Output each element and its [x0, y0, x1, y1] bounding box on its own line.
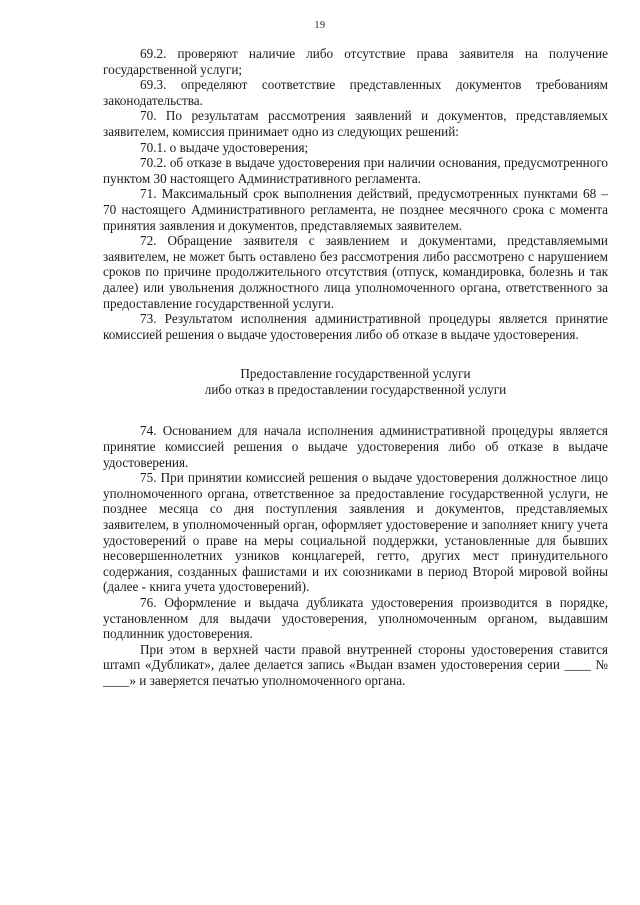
page-number: 19 [314, 20, 326, 31]
paragraph-duplicate-stamp: При этом в верхней части правой внутренней стороны удостоверения ставится штамп «Дубликат», далее делается запись «Выдан взамен удостоверения серии ____ № ____» и заверяется печатью уполномоченного органа. [103, 641, 608, 688]
paragraph-74: 74. Основанием для начала исполнения административной процедуры является принятие комиссией решения о выдаче удостоверения либо об отказе в выдаче удостоверения. [103, 423, 608, 470]
paragraph-75: 75. При принятии комиссией решения о выдаче удостоверения должностное лицо уполномоченного органа, ответственное за предоставление государственной услуги, не позднее месяца со дня поступления заявления и документов, представляемых заявителем, в уполномоченный орган, оформляет удостоверение и заполняет книгу учета удостоверений о праве на меры социальной поддержки, установленные для бывших несовершеннолетних узников концлагерей, гетто, других мест принудительного содержания, созданных фашистами и их союзниками в период Второй мировой войны (далее - книга учета удостоверений). [103, 470, 608, 595]
paragraph-76: 76. Оформление и выдача дубликата удостоверения производится в порядке, установленном для выдачи удостоверения, уполномоченным органом, выдавшим подлинник удостоверения. [103, 595, 608, 642]
section-heading-line-2: либо отказ в предоставлении государственной услуги [204, 381, 507, 397]
paragraph-70-2: 70.2. об отказе в выдаче удостоверения при наличии основания, предусмотренного пунктом 30 настоящего Административного регламента. [103, 155, 608, 186]
paragraph-72: 72. Обращение заявителя с заявлением и документами, представляемыми заявителем, не может быть оставлено без рассмотрения либо рассмотрено с нарушением сроков по причине продолжительного отсутствия (отпуск, командировка, болезнь и так далее) или увольнения должностного лица уполномоченного органа, ответственного за предоставление государственной услуги. [103, 233, 608, 311]
paragraph-73: 73. Результатом исполнения административной процедуры является принятие комиссией решения о выдаче удостоверения либо об отказе в выдаче удостоверения. [103, 311, 608, 342]
paragraph-70-1: 70.1. о выдаче удостоверения; [140, 139, 309, 155]
paragraph-69-3: 69.3. определяют соответствие представленных документов требованиям законодательства. [103, 77, 608, 108]
paragraph-69-2: 69.2. проверяют наличие либо отсутствие права заявителя на получение государственной услуги; [103, 46, 608, 77]
document-body [103, 46, 608, 689]
section-heading-line-1: Предоставление государственной услуги [240, 366, 471, 382]
section-heading [103, 366, 608, 397]
paragraph-70: 70. По результатам рассмотрения заявлений и документов, представляемых заявителем, комиссия принимает одно из следующих решений: [103, 108, 608, 139]
paragraph-71: 71. Максимальный срок выполнения действий, предусмотренных пунктами 68 – 70 настоящего Административного регламента, не позднее месячного срока с момента принятия заявления и документов, представляемых заявителем. [103, 186, 608, 233]
